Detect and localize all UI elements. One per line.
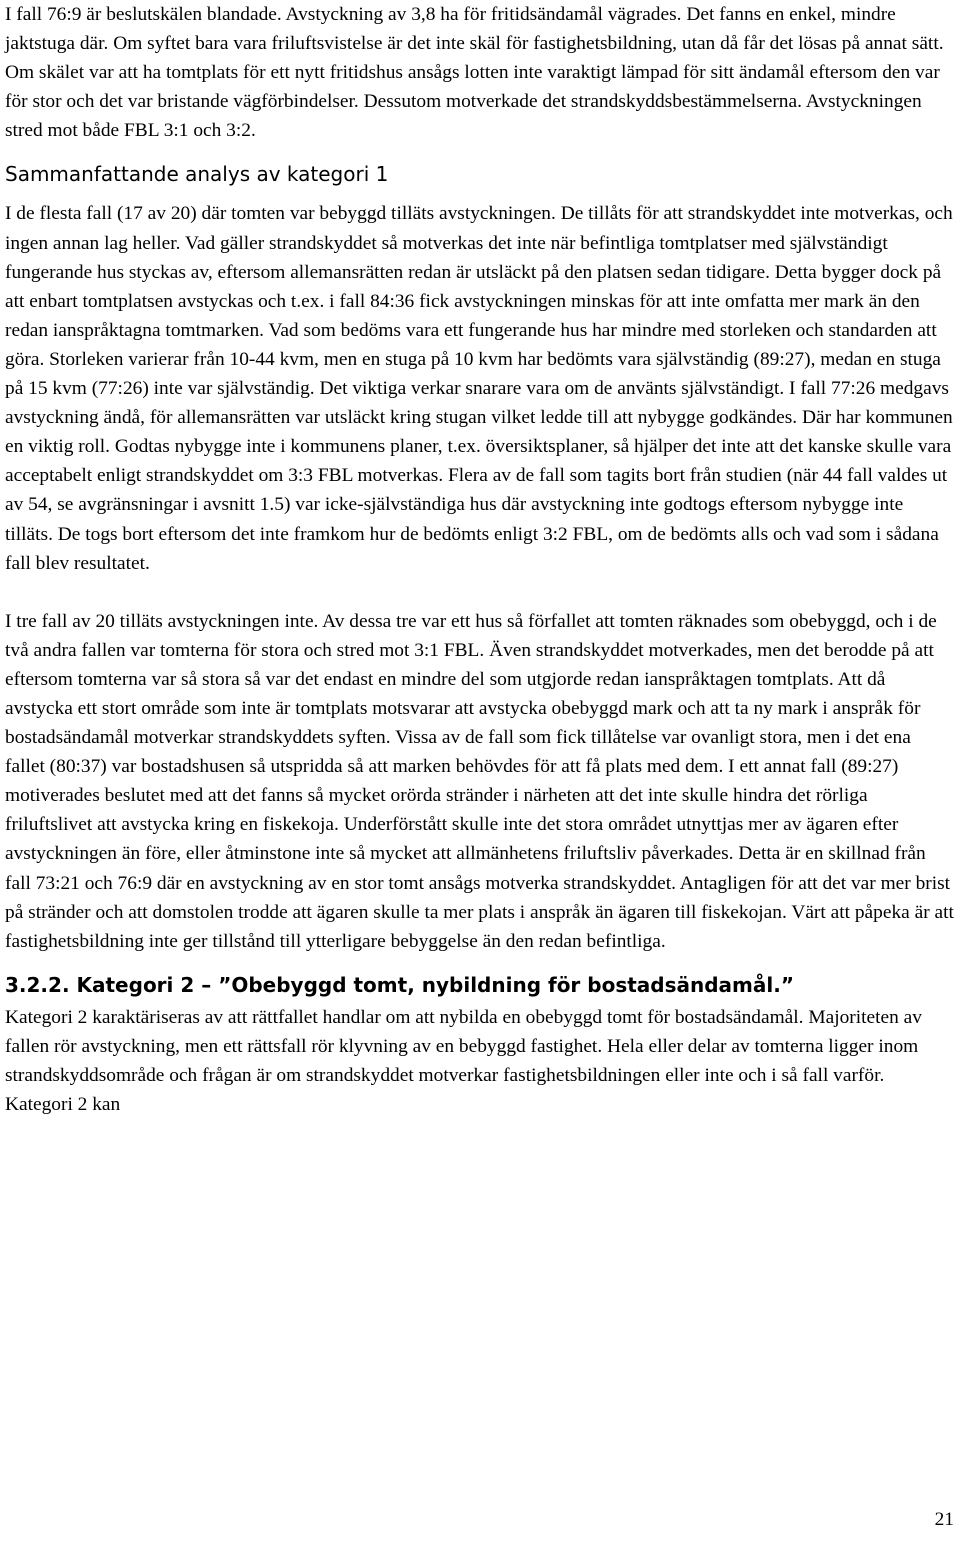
page-number: 21 (934, 1509, 954, 1530)
document-page (5, 0, 955, 1119)
three-cases-paragraph: I tre fall av 20 tilläts avstyckningen inte. Av dessa tre var ett hus så förfallet att tomten räknades som obebyggd, och i de två andra fallen var tomterna för stora och stred mot 3:1 FBL. Även strandskyddet motverkades, men det berodde på att eftersom tomterna var så stora så var det endast en mindre del som utgjorde redan ianspråktagen tomtplats. Att då avstycka ett stort område som inte är tomtplats motsvarar att avstycka obebyggd mark och att ta ny mark i anspråk för bostadsändamål motverkar strandskyddets syften. Vissa av de fall som fick tillåtelse var ovanligt stora, men i det ena fallet (80:37) var bostadshusen så utspridda så att marken behövdes för att få plats med dem. I ett annat fall (89:27) motiverades beslutet med att det fanns så mycket orörda stränder i närheten att det inte skulle hindra det rörliga friluftslivet att avstycka kring en fiskekoja. Underförstått skulle inte det stora området utnyttjas mer av ägaren efter avstyckningen än före, eller åtminstone inte så mycket att allmänhetens friluftsliv påverkades. Detta är en skillnad från fall 73:21 och 76:9 där en avstyckning av en stor tomt ansågs motverka strandskyddet. Antagligen för att det var mer brist på stränder och att domstolen trodde att ägaren skulle ta mer plats i anspråk än ägaren till fiskekojan. Värt att påpeka är att fastighetsbildning inte ger tillstånd till ytterligare bebyggelse än den redan befintliga. (5, 610, 954, 952)
analysis-paragraph: I de flesta fall (17 av 20) där tomten var bebyggd tilläts avstyckningen. De tillåts för att strandskyddet inte motverkas, och ingen annan lag heller. Vad gäller strandskyddet så motverkas det inte när befintliga tomtplatser med självständigt fungerande hus styckas av, eftersom allemansrätten redan är utsläckt på den platsen sedan tidigare. Detta bygger dock på att enbart tomtplatsen avstyckas och t.ex. i fall 84:36 fick avstyckningen minskas för att inte omfatta mer mark än den redan ianspråktagna tomtmarken. Vad som bedöms vara ett fungerande hus har mindre med storleken och standarden att göra. Storleken varierar från 10-44 kvm, men en stuga på 10 kvm har bedömts vara självständig (89:27), medan en stuga på 15 kvm (77:26) inte var självständig. Det viktiga verkar snarare vara om de använts självständigt. I fall 77:26 medgavs avstyckning ändå, för allemansrätten var utsläckt kring stugan vilket ledde till att nybygge godkändes. Där har kommunen en viktig roll. Godtas nybygge inte i kommunens planer, t.ex. översiktsplaner, så hjälper det inte att det kanske skulle vara acceptabelt enligt strandskyddet om 3:3 FBL motverkas. Flera av de fall som tagits bort från studien (när 44 fall valdes ut av 54, se avgränsningar i avsnitt 1.5) var icke-självständiga hus där avstyckning inte godtogs eftersom nybygge inte tilläts. De togs bort eftersom det inte framkom hur de bedömts enligt 3:2 FBL, om de bedömts alls och vad som i sådana fall blev resultatet. (5, 203, 953, 574)
analysis-heading: Sammanfattande analys av kategori 1 (5, 162, 389, 187)
section-heading: 3.2.2. Kategori 2 – ”Obebyggd tomt, nybildning för bostadsändamål.” (5, 972, 794, 997)
category2-paragraph: Kategori 2 karaktäriseras av att rättfallet handlar om att nybilda en obebyggd tomt för bostadsändamål. Majoriteten av fallen rör avstyckning, men ett rättsfall rör klyvning av en bebyggd fastighet. Hela eller delar av tomterna ligger inom strandskyddsområde och frågan är om strandskyddet motverkar fastighetsbildningen eller inte och i så fall varför. Kategori 2 kan (5, 1006, 922, 1116)
intro-paragraph: I fall 76:9 är beslutskälen blandade. Avstyckning av 3,8 ha för fritidsändamål vägrades. Det fanns en enkel, mindre jaktstuga där. Om syftet bara vara friluftsvistelse är det inte skäl för fastighetsbildning, utan då får det lösas på annat sätt. Om skälet var att ha tomtplats för ett nytt fritidshus ansågs lotten inte varaktigt lämpad för sitt ändamål eftersom den var för stor och det var bristande vägförbindelser. Dessutom motverkade det strandskyddsbestämmelserna. Avstyckningen stred mot både FBL 3:1 och 3:2. (5, 4, 944, 142)
